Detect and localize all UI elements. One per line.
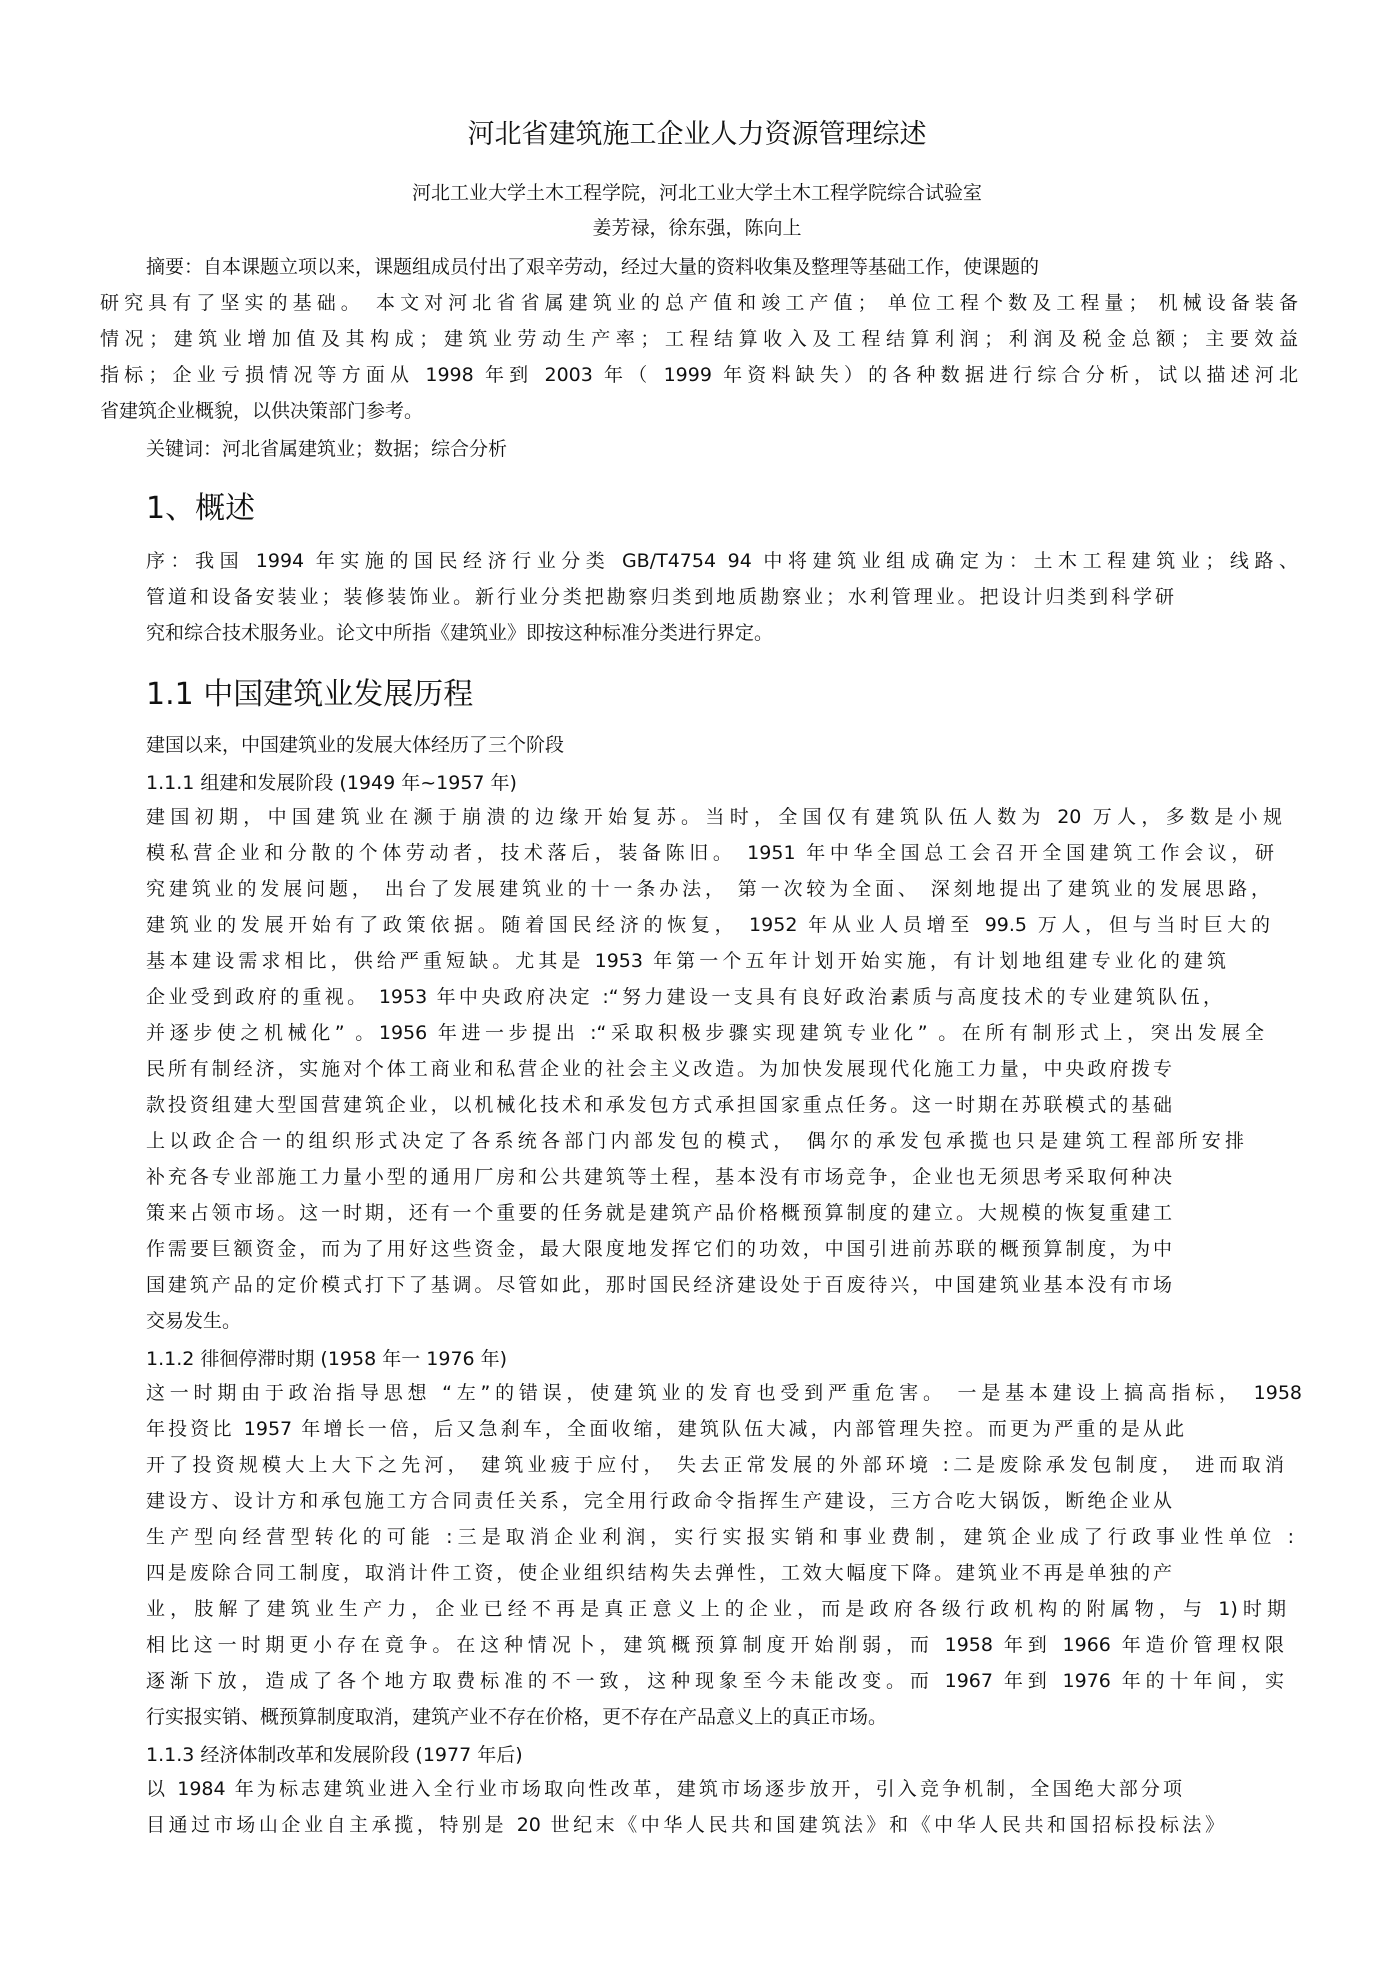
body-line: 相比这一时期更小存在竟争。在这种情况卜，建筑概预算制度开始削弱，而 1958 年到 1966 年造价管理权限 (146, 1634, 1284, 1656)
body-line: 建国初期，中国建筑业在濒于崩溃的边缘开始复苏。当时，全国仅有建筑队伍人数为 20 万人，多数是小规 (146, 806, 1282, 828)
body-line: 策来占领市场。这一时期，还有一个重要的任务就是建筑产品价格概预算制度的建立。大规模的恢复重建工 (146, 1202, 1172, 1224)
section-heading: 1、概述 (146, 491, 256, 526)
abstract-line: 指标；企业亏损情况等方面从 1998 年到 2003 年（ 1999 年资料缺失）的各种数据进行综合分析，试以描述河北 (100, 364, 1298, 386)
body-line: 基本建设需求相比，供给严重短缺。尤其是 1953 年第一个五年计划开始实施，有计划地组建专业化的建筑 (146, 950, 1226, 972)
body-line: 建筑业的发展开始有了政策依据。随着国民经济的恢复， 1952 年从业人员增至 99.5 万人，但与当时巨大的 (146, 914, 1270, 936)
keywords: 关键词：河北省属建筑业；数据；综合分析 (146, 438, 508, 460)
body-line: 序：我国 1994 年实施的国民经济行业分类 GB/T4754 94 中将建筑业组成确定为：土木工程建筑业；线路、 (146, 550, 1298, 572)
body-line: 开了投资规模大上大下之先河， 建筑业疲于应付， 失去正常发展的外部环境 :二是废除承发包制度， 进而取消 (146, 1454, 1284, 1476)
body-line: 这一时期由于政治指导思想 “左”的错误，使建筑业的发育也受到严重危害。 一是基本建设上搞高指标， 1958 (146, 1382, 1302, 1404)
body-line: 目通过市场山企业自主承揽，特别是 20 世纪末《中华人民共和国建筑法》和《中华人民共和国招标投标法》 (146, 1814, 1224, 1836)
section-heading: 1.1 中国建筑业发展历程 (146, 677, 474, 712)
body-line: 年投资比 1957 年增长一倍，后又急刹车，全面收缩，建筑队伍大减，内部管理失控。而更为严重的是从此 (146, 1418, 1184, 1440)
body-line: 补充各专业部施工力量小型的通用厂房和公共建筑等土程，基本没有市场竞争，企业也无须思考采取何种决 (146, 1166, 1172, 1188)
body-line: 民所有制经济，实施对个体工商业和私营企业的社会主义改造。为加快发展现代化施工力量，中央政府拨专 (146, 1058, 1172, 1080)
body-line: 究和综合技术服务业。论文中所指《建筑业》即按这种标准分类进行界定。 (146, 622, 774, 644)
body-line: 管道和设备安装业；装修装饰业。新行业分类把勘察归类到地质勘察业；水利管理业。把设计归类到科学研 (146, 586, 1174, 608)
subsection-heading: 1.1.1 组建和发展阶段 (1949 年~1957 年) (146, 772, 517, 794)
body-line: 建设方、设计方和承包施工方合同责任关系，完全用行政命令指挥生产建设，三方合吃大锅饭，断绝企业从 (146, 1490, 1172, 1512)
body-line: 作需要巨额资金，而为了用好这些资金，最大限度地发挥它们的功效，中国引进前苏联的概预算制度，为中 (146, 1238, 1172, 1260)
body-line: 业，肢解了建筑业生产力，企业已经不再是真正意义上的企业，而是政府各级行政机构的附属物，与 1)时期 (146, 1598, 1286, 1620)
body-line: 行实报实销、概预算制度取消，建筑产业不存在价格，更不存在产品意义上的真正市场。 (146, 1706, 888, 1728)
body-line: 建国以来，中国建筑业的发展大体经历了三个阶段 (146, 734, 565, 756)
authors: 姜芳禄，徐东强，陈向上 (592, 217, 802, 239)
abstract-line: 研究具有了坚实的基础。 本文对河北省省属建筑业的总产值和竣工产值； 单位工程个数及工程量； 机械设备装备 (100, 292, 1298, 314)
abstract-line: 省建筑企业概貌，以供决策部门参考。 (100, 400, 424, 422)
body-line: 企业受到政府的重视。 1953 年中央政府决定 :“努力建设一支具有良好政治素质与高度技术的专业建筑队伍， (146, 986, 1222, 1008)
abstract-line: 摘要：自本课题立项以来，课题组成员付出了艰辛劳动，经过大量的资料收集及整理等基础工作，使课题的 (146, 256, 1040, 278)
subsection-heading: 1.1.3 经济体制改革和发展阶段 (1977 年后) (146, 1744, 523, 1766)
body-line: 款投资组建大型国营建筑企业，以机械化技术和承发包方式承担国家重点任务。这一时期在苏联模式的基础 (146, 1094, 1172, 1116)
body-line: 模私营企业和分散的个体劳动者，技术落后，装备陈旧。 1951 年中华全国总工会召开全国建筑工作会议，研 (146, 842, 1274, 864)
body-line: 上以政企合一的组织形式决定了各系统各部门内部发包的模式， 偶尔的承发包承揽也只是建筑工程部所安排 (146, 1130, 1244, 1152)
body-line: 国建筑产品的定价模式打下了基调。尽管如此，那时国民经济建设处于百废待兴，中国建筑业基本没有市场 (146, 1274, 1172, 1296)
body-line: 四是废除合同工制度，取消计件工资，使企业组织结构失去弹性，工效大幅度下降。建筑业不再是单独的产 (146, 1562, 1172, 1584)
body-line: 以 1984 年为标志建筑业进入全行业市场取向性改革，建筑市场逐步放开，引入竞争机制，全国绝大部分项 (146, 1778, 1182, 1800)
body-line: 逐渐下放，造成了各个地方取费标准的不一致，这种现象至今未能改变。而 1967 年到 1976 年的十年间，实 (146, 1670, 1284, 1692)
abstract-line: 情况；建筑业增加值及其构成；建筑业劳动生产率；工程结算收入及工程结算利润；利润及税金总额；主要效益 (100, 328, 1298, 350)
body-line: 究建筑业的发展问题， 出台了发展建筑业的十一条办法， 第一次较为全面、 深刻地提出了建筑业的发展思路， (146, 878, 1270, 900)
body-line: 并逐步使之机械化” 。1956 年进一步提出 :“采取积极步骤实现建筑专业化” 。在所有制形式上，突出发展全 (146, 1022, 1264, 1044)
subsection-heading: 1.1.2 徘徊停滞时期 (1958 年一 1976 年) (146, 1348, 508, 1370)
body-line: 交易发生。 (146, 1310, 242, 1332)
paper-title: 河北省建筑施工企业人力资源管理综述 (467, 119, 927, 150)
affiliation: 河北工业大学土木工程学院，河北工业大学土木工程学院综合试验室 (411, 182, 982, 204)
body-line: 生产型向经营型转化的可能 :三是取消企业利润，实行实报实销和事业费制，建筑企业成了行政事业性单位 : (146, 1526, 1294, 1548)
